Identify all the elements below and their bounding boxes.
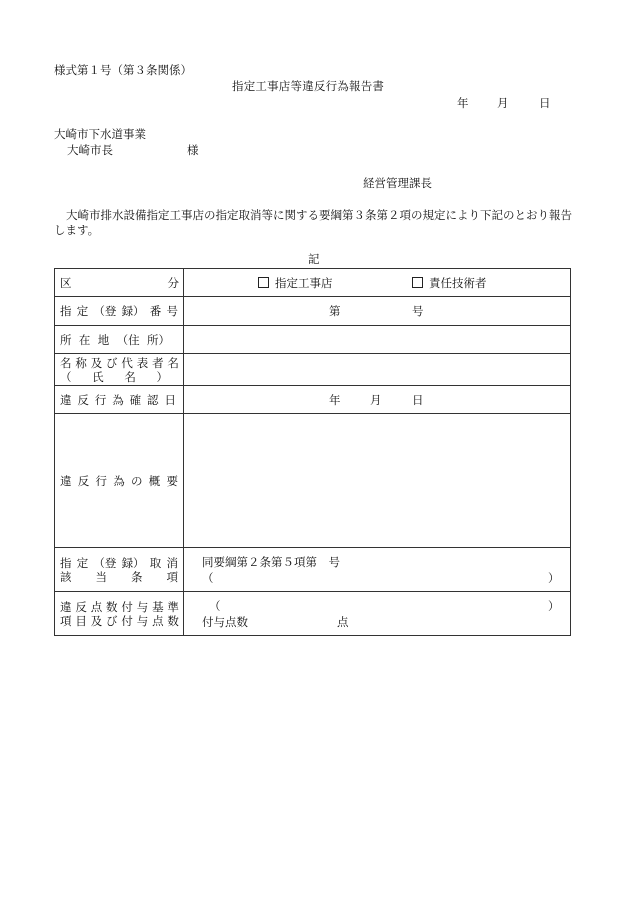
kakunin-bi-label: 違 反 行 為 確 認 日 bbox=[55, 386, 184, 414]
checkbox-icon[interactable] bbox=[412, 277, 423, 288]
kakunin-day: 日 bbox=[412, 393, 424, 407]
document-title: 指定工事店等違反行為報告書 bbox=[232, 79, 385, 93]
kakunin-month: 月 bbox=[370, 393, 382, 407]
row-meisho bbox=[55, 354, 571, 386]
ihan-ten-label: 違 反 点 数 付 与 基 準 項 目 及 び 付 与 点 数 bbox=[55, 592, 184, 636]
option-shitei-kojiten[interactable]: 指定工事店 bbox=[258, 276, 333, 290]
row-kakunin-bi bbox=[55, 386, 571, 414]
date-month: 月 bbox=[497, 96, 509, 110]
sender: 経営管理課長 bbox=[363, 176, 432, 190]
addressee-org: 大崎市下水道事業 bbox=[54, 127, 146, 141]
points-unit: 点 bbox=[337, 615, 349, 629]
go-text: 号 bbox=[412, 304, 424, 318]
row-shitei-bango bbox=[55, 297, 571, 326]
row-shozaichi bbox=[55, 326, 571, 354]
meisho-value[interactable] bbox=[184, 354, 571, 386]
gaiyo-value[interactable] bbox=[184, 414, 571, 548]
form-number: 様式第１号（第３条関係） bbox=[54, 63, 192, 77]
dai-text: 第 bbox=[329, 304, 341, 318]
preamble: 大崎市排水設備指定工事店の指定取消等に関する要綱第３条第２項の規定により下記のとおり報告します。 bbox=[54, 208, 572, 237]
points-label: 付与点数 bbox=[202, 615, 248, 629]
meisho-label: 名 称 及 び 代 表 者 名 （ 氏 名 ） bbox=[55, 354, 184, 386]
addressee-name: 大崎市長 bbox=[67, 143, 113, 157]
torikeshi-paren-close: ） bbox=[548, 571, 560, 585]
ki-heading: 記 bbox=[308, 252, 320, 266]
torikeshi-paren-open: （ bbox=[202, 571, 214, 585]
torikeshi-value[interactable] bbox=[184, 548, 571, 592]
checkbox-icon[interactable] bbox=[258, 277, 269, 288]
report-form-table bbox=[54, 268, 571, 636]
torikeshi-label: 指 定 （登 録） 取 消 該 当 条 項 bbox=[55, 548, 184, 592]
row-gaiyo bbox=[55, 414, 571, 548]
kubun-label: 区 分 bbox=[55, 269, 184, 297]
date-year: 年 bbox=[457, 96, 469, 110]
option-sekinin-gijutsusha[interactable]: 責任技術者 bbox=[412, 276, 487, 290]
date-day: 日 bbox=[539, 96, 551, 110]
ihan-ten-value[interactable] bbox=[184, 592, 571, 636]
kakunin-year: 年 bbox=[329, 393, 341, 407]
gaiyo-label: 違 反 行 為 の 概 要 bbox=[55, 414, 184, 548]
honorific: 様 bbox=[187, 143, 199, 157]
shitei-bango-label: 指 定 （登 録） 番 号 bbox=[55, 297, 184, 326]
ihan-paren-close: ） bbox=[548, 599, 560, 613]
row-ihan-ten bbox=[55, 592, 571, 636]
kubun-options bbox=[184, 269, 571, 297]
shozaichi-label: 所 在 地 （住 所） bbox=[55, 326, 184, 354]
ihan-paren-open: （ bbox=[209, 599, 221, 613]
shozaichi-value[interactable] bbox=[184, 326, 571, 354]
torikeshi-line1: 同要綱第２条第５項第 号 bbox=[202, 555, 340, 569]
row-torikeshi bbox=[55, 548, 571, 592]
shitei-bango-value[interactable] bbox=[184, 297, 571, 326]
row-kubun bbox=[55, 269, 571, 297]
kakunin-bi-value[interactable] bbox=[184, 386, 571, 414]
